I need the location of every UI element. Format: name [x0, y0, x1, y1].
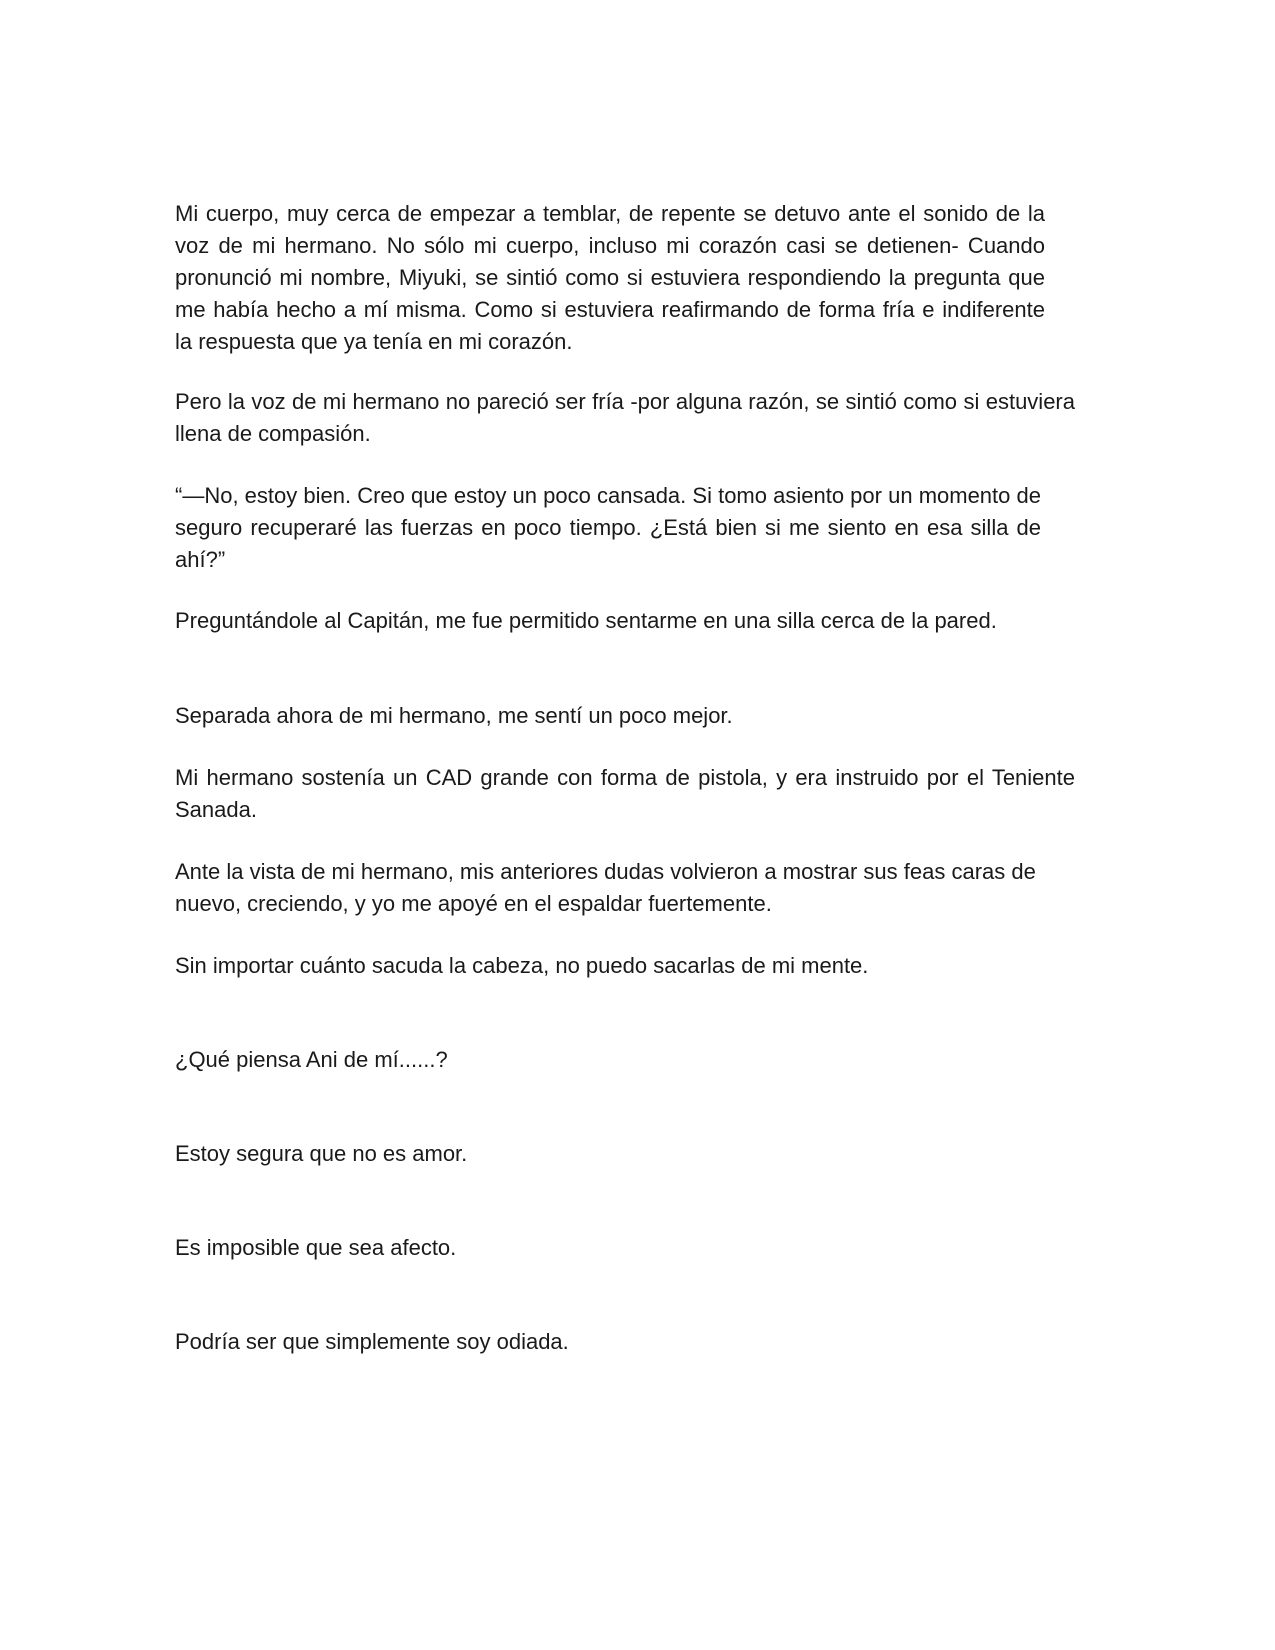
paragraph-1: Mi cuerpo, muy cerca de empezar a temblar, de repente se detuvo ante el sonido de la voz de mi hermano. No sólo mi cuerpo, incluso mi corazón casi se detienen- Cuando pronunció mi nombre, Miyuki, se sintió como si estuviera respondiendo la pregunta que me había hecho a mí misma. Como si estuviera reafirmando de forma fría e indiferente la respuesta que ya tenía en mi corazón.	[175, 201, 1045, 354]
paragraph-5: Separada ahora de mi hermano, me sentí un poco mejor.	[175, 703, 733, 728]
paragraph-2: Pero la voz de mi hermano no pareció ser fría -por alguna razón, se sintió como si estuviera llena de compasión.	[175, 389, 1075, 446]
paragraph-6: Mi hermano sostenía un CAD grande con forma de pistola, y era instruido por el Teniente Sanada.	[175, 765, 1075, 822]
paragraph-7: Ante la vista de mi hermano, mis anteriores dudas volvieron a mostrar sus feas caras de nuevo, creciendo, y yo me apoyé en el espaldar fuertemente.	[175, 859, 1036, 916]
paragraph-11: Es imposible que sea afecto.	[175, 1235, 457, 1260]
paragraph-8: Sin importar cuánto sacuda la cabeza, no puedo sacarlas de mi mente.	[175, 953, 869, 978]
paragraph-9: ¿Qué piensa Ani de mí......?	[175, 1047, 448, 1072]
paragraph-10: Estoy segura que no es amor.	[175, 1141, 468, 1166]
paragraph-12: Podría ser que simplemente soy odiada.	[175, 1329, 569, 1354]
paragraph-3: “—No, estoy bien. Creo que estoy un poco cansada. Si tomo asiento por un momento de seguro recuperaré las fuerzas en poco tiempo. ¿Está bien si me siento en esa silla de ahí?”	[175, 483, 1041, 572]
paragraph-4: Preguntándole al Capitán, me fue permitido sentarme en una silla cerca de la pared.	[175, 608, 997, 633]
